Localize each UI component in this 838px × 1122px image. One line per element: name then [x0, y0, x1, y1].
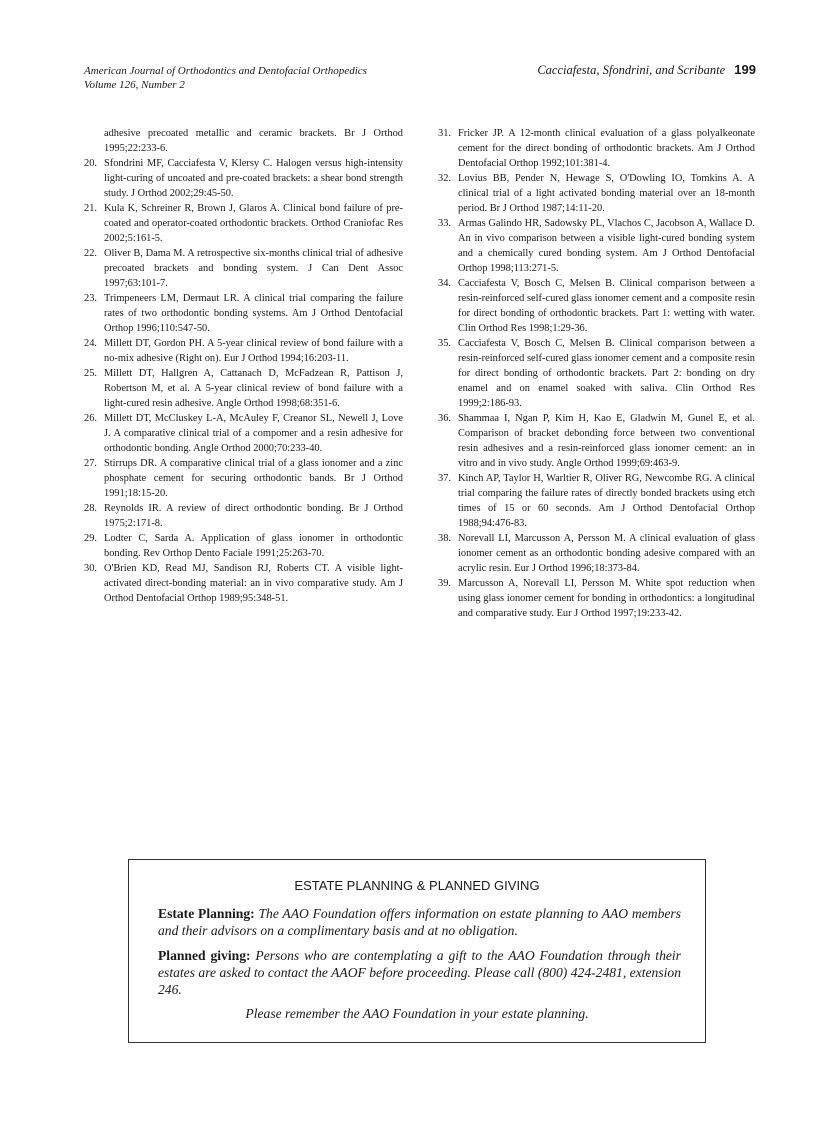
- reference-text: Lodter C, Sarda A. Application of glass ionomer in orthodontic bonding. Rev Orthop Dento Faciale 1991;25:263-70.: [104, 533, 403, 559]
- reference-number: 24.: [84, 338, 97, 349]
- reference-item: [84, 561, 403, 606]
- reference-text: Shammaa I, Ngan P, Kim H, Kao E, Gladwin M, Gunel E, et al. Comparison of bracket debonding force between two conventional resin adhesives and a resin-reinforced glass ionomer cement: an in vitro and in vivo study. Angle Orthod 1999;69:463-9.: [458, 413, 755, 469]
- reference-item: [438, 126, 755, 171]
- reference-text: Trimpeneers LM, Dermaut LR. A clinical trial comparing the failure rates of two orthodontic bonding systems. Am J Orthod Dentofacial Orthop 1996;110:547-50.: [104, 293, 403, 334]
- reference-text: Fricker JP. A 12-month clinical evaluation of a glass polyalkeonate cement for the direct bonding of orthodontic brackets. Am J Orthod Dentofacial Orthop 1992;101:381-4.: [458, 128, 755, 169]
- planned-giving-label: Planned giving:: [158, 948, 251, 963]
- reference-text: Oliver B, Dama M. A retrospective six-months clinical trial of adhesive precoated brackets and bonding system. J Can Dent Assoc 1997;63:101-7.: [104, 248, 403, 289]
- reference-text: Millett DT, Hallgren A, Cattanach D, McFadzean R, Pattison J, Robertson M, et al. A 5-year clinical review of bond failure with a light-cured resin adhesive. Angle Orthod 1998;68:351-6.: [104, 368, 403, 409]
- reference-number: 22.: [84, 248, 97, 259]
- reference-item: [84, 246, 403, 291]
- reference-item: [84, 201, 403, 246]
- reference-number: 29.: [84, 533, 97, 544]
- reference-item: [84, 456, 403, 501]
- reference-item: [84, 531, 403, 561]
- notice-closing: Please remember the AAO Foundation in your estate planning.: [245, 1006, 589, 1021]
- planned-giving-text: Persons who are contemplating a gift to the AAO Foundation through their estates are asked to contact the AAOF before proceeding. Please call (800) 424-2481, extension 246.: [158, 948, 681, 997]
- estate-planning-notice: [128, 859, 706, 1043]
- reference-text: adhesive precoated metallic and ceramic brackets. Br J Orthod 1995;22:233-6.: [104, 128, 403, 154]
- reference-number: 27.: [84, 458, 97, 469]
- reference-number: 33.: [438, 218, 451, 229]
- reference-text: Armas Galindo HR, Sadowsky PL, Vlachos C, Jacobson A, Wallace D. An in vivo comparison between a visible light-cured bonding system and a chemically cured bonding system. Am J Orthod Dentofacial Orthop 1998;113:271-5.: [458, 218, 755, 274]
- reference-number: 31.: [438, 128, 451, 139]
- reference-item: [438, 576, 755, 621]
- reference-number: 28.: [84, 503, 97, 514]
- reference-number: 39.: [438, 578, 451, 589]
- page-number: 199: [734, 62, 756, 77]
- reference-text: Sfondrini MF, Cacciafesta V, Klersy C. Halogen versus high-intensity light-curing of uncoated and pre-coated brackets: a shear bond strength study. J Orthod 2002;29:45-50.: [104, 158, 403, 199]
- reference-item: [438, 216, 755, 276]
- reference-text: Norevall LI, Marcusson A, Persson M. A clinical evaluation of glass ionomer cement as an orthodontic bonding adesive compared with an acrylic resin. Eur J Orthod 1996;18:373-84.: [458, 533, 755, 574]
- reference-text: Lovius BB, Pender N, Hewage S, O'Dowling IO, Tomkins A. A clinical trial of a light activated bonding material over an 18-month period. Br J Orthod 1987;14:11-20.: [458, 173, 755, 214]
- reference-item: [84, 156, 403, 201]
- journal-title: American Journal of Orthodontics and Dentofacial Orthopedics: [84, 65, 367, 77]
- references-column-right: [438, 126, 755, 621]
- estate-planning-text: The AAO Foundation offers information on estate planning to AAO members and their advisors on a complimentary basis and at no obligation.: [158, 906, 681, 938]
- planned-giving-paragraph: [158, 947, 681, 998]
- reference-text: Marcusson A, Norevall LI, Persson M. White spot reduction when using glass ionomer cement for bonding in orthodontics: a longitudinal and comparative study. Eur J Orthod 1997;19:233-42.: [458, 578, 755, 619]
- journal-volume: Volume 126, Number 2: [84, 79, 185, 91]
- reference-number: 37.: [438, 473, 451, 484]
- reference-item: [84, 366, 403, 411]
- reference-number: 20.: [84, 158, 97, 169]
- reference-item: [84, 501, 403, 531]
- reference-number: 36.: [438, 413, 451, 424]
- notice-title: ESTATE PLANNING & PLANNED GIVING: [294, 878, 540, 893]
- reference-number: 34.: [438, 278, 451, 289]
- reference-item: [438, 276, 755, 336]
- reference-text: O'Brien KD, Read MJ, Sandison RJ, Roberts CT. A visible light-activated direct-bonding material: an in vivo comparative study. Am J Orthod Dentofacial Orthop 1989;95:348-51.: [104, 563, 403, 604]
- reference-number: 38.: [438, 533, 451, 544]
- reference-item: [438, 411, 755, 471]
- reference-item: [438, 471, 755, 531]
- reference-text: Stirrups DR. A comparative clinical trial of a glass ionomer and a zinc phosphate cement for securing orthodontic bands. Br J Orthod 1991;18:15-20.: [104, 458, 403, 499]
- reference-number: 25.: [84, 368, 97, 379]
- reference-item: [438, 171, 755, 216]
- reference-item: [438, 336, 755, 411]
- reference-item: [84, 126, 403, 156]
- reference-text: Reynolds IR. A review of direct orthodontic bonding. Br J Orthod 1975;2:171-8.: [104, 503, 403, 529]
- reference-number: 26.: [84, 413, 97, 424]
- reference-text: Cacciafesta V, Bosch C, Melsen B. Clinical comparison between a resin-reinforced self-cured glass ionomer cement and a composite resin for direct bonding of orthodontic brackets. Part 2: bonding on dry enamel and on enamel soaked with saliva. Clin Orthod Res 1999;2:186-93.: [458, 338, 755, 409]
- estate-planning-paragraph: [158, 905, 681, 939]
- running-header: [537, 62, 756, 78]
- reference-item: [84, 411, 403, 456]
- reference-item: [84, 291, 403, 336]
- running-authors: Cacciafesta, Sfondrini, and Scribante: [537, 63, 726, 77]
- reference-number: 21.: [84, 203, 97, 214]
- reference-number: 32.: [438, 173, 451, 184]
- reference-item: [438, 531, 755, 576]
- references-column-left: [84, 126, 403, 606]
- journal-header: [84, 64, 367, 92]
- reference-text: Millett DT, Gordon PH. A 5-year clinical review of bond failure with a no-mix adhesive (Right on). Eur J Orthod 1994;16:203-11.: [104, 338, 403, 364]
- reference-text: Millett DT, McCluskey L-A, McAuley F, Creanor SL, Newell J, Love J. A comparative clinical trial of a compomer and a resin adhesive for orthodontic bonding. Angle Orthod 2000;70:233-40.: [104, 413, 403, 454]
- reference-item: [84, 336, 403, 366]
- reference-number: 35.: [438, 338, 451, 349]
- reference-number: 23.: [84, 293, 97, 304]
- reference-text: Kinch AP, Taylor H, Warltier R, Oliver RG, Newcombe RG. A clinical trial comparing the failure rates of directly bonded brackets using etch times of 15 or 60 seconds. Am J Orthod Dentofacial Orthop 1988;94:476-83.: [458, 473, 755, 529]
- reference-text: Cacciafesta V, Bosch C, Melsen B. Clinical comparison between a resin-reinforced self-cured glass ionomer cement and a composite resin for direct bonding of orthodontic brackets. Part 1: wetting with water. Clin Orthod Res 1998;1:29-36.: [458, 278, 755, 334]
- reference-text: Kula K, Schreiner R, Brown J, Glaros A. Clinical bond failure of pre-coated and operator-coated orthodontic brackets. Orthod Craniofac Res 2002;5:161-5.: [104, 203, 403, 244]
- reference-number: 30.: [84, 563, 97, 574]
- estate-planning-label: Estate Planning:: [158, 906, 255, 921]
